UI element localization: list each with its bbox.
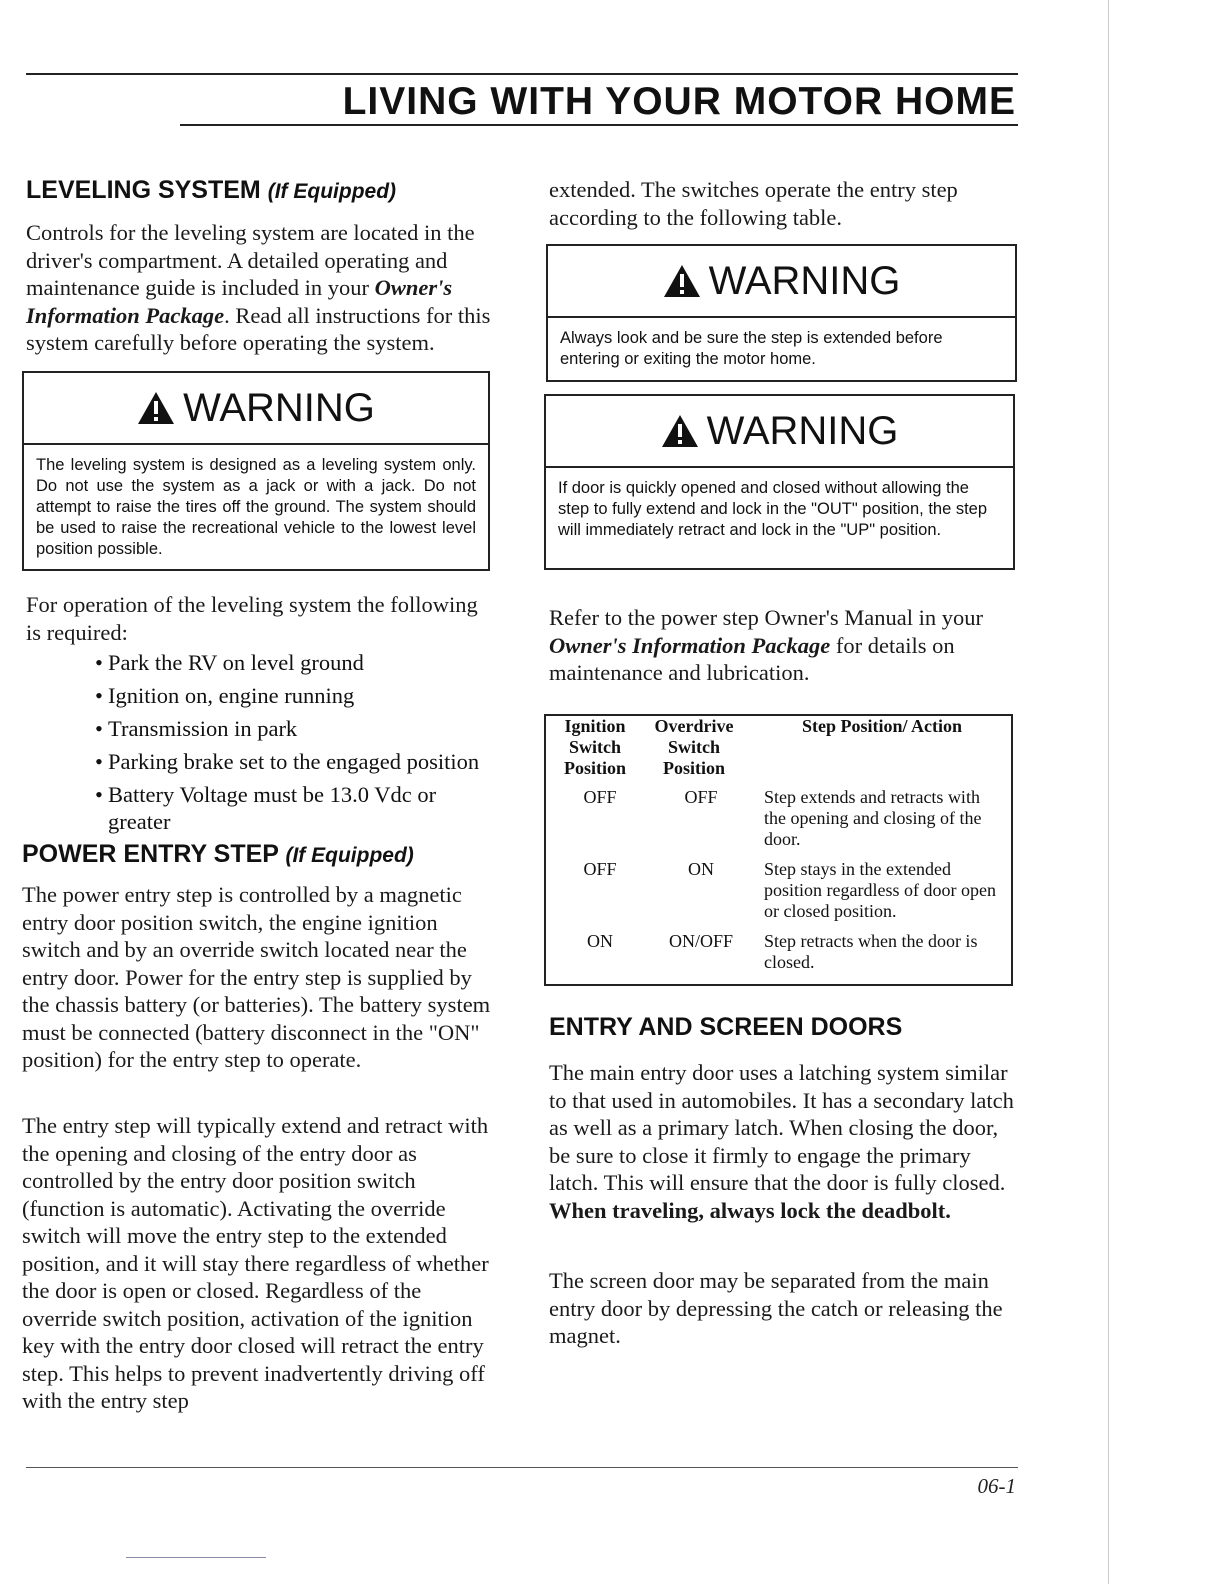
table-cell: OFF (583, 859, 617, 879)
column-header: Overdrive Switch Position (654, 716, 734, 778)
step-switch-table (544, 714, 1013, 986)
list-item: • Park the RV on level ground (95, 649, 497, 676)
leveling-warning-box (22, 371, 490, 571)
table-cell: Step extends and retracts with the opening and closing of the door. (764, 787, 982, 849)
table-cell: Step retracts when the door is closed. (764, 931, 978, 972)
step-warning-box-1 (546, 244, 1017, 382)
table-header-row (558, 716, 1004, 779)
table-cell: Step stays in the extended position regardless of door open or closed position. (764, 859, 996, 921)
table-cell: ON (688, 859, 714, 879)
power-step-para2: The entry step will typically extend and retract with the opening and closing of the entry door as controlled by the entry door position switch (function is automatic). Activating the override switch will move the entry step to the extended position, and it will stay there regardless of whether the door is open or closed. Regardless of the override switch position, activation of the ignition key with the entry door closed will retract the entry step. This helps to prevent inadvertently driving off with the entry step (22, 1113, 489, 1413)
warning-triangle-icon (137, 391, 175, 425)
list-item: • Parking brake set to the engaged position (95, 748, 497, 775)
power-step-para2-continued: extended. The switches operate the entry step according to the following table. (549, 177, 958, 230)
page-title: LIVING WITH YOUR MOTOR HOME (342, 80, 1016, 123)
table-cell: OFF (684, 787, 718, 807)
table-cell: OFF (583, 787, 617, 807)
column-header: Ignition Switch Position (563, 716, 626, 778)
leveling-heading: LEVELING SYSTEM (If Equipped) (26, 176, 397, 204)
doors-para2: The screen door may be separated from the main entry door by depressing the catch or releasing the magnet. (549, 1268, 1003, 1348)
step-warning-1-header: WARNING (548, 246, 1015, 318)
warning-triangle-icon (663, 264, 701, 298)
leveling-warning-text: The leveling system is designed as a leveling system only. Do not use the system as a jack or with a jack. Do not attempt to raise the tires off the ground. The system should be used to raise the recreational vehicle to the lowest level position possible. (36, 456, 476, 558)
step-warning-2-text: If door is quickly opened and closed without allowing the step to fully extend and lock in the "OUT" position, the step will immediately retract and lock in the "UP" position. (558, 479, 988, 539)
table-row (558, 859, 1004, 931)
table-row (558, 931, 1004, 973)
list-item: • Transmission in park (95, 715, 497, 742)
footer-rule (26, 1467, 1018, 1468)
list-item: • Battery Voltage must be 13.0 Vdc or greater (95, 781, 448, 835)
step-warning-1-text: Always look and be sure the step is extended before entering or exiting the motor home. (560, 329, 943, 368)
leveling-intro: Controls for the leveling system are located in the driver's compartment. A detailed operating and maintenance guide is included in your Owner's Information Package. Read all instructions for this system carefully before operating the system. (26, 220, 491, 355)
right-margin-line (1108, 0, 1109, 1584)
power-step-refer: Refer to the power step Owner's Manual in your Owner's Information Package for details on maintenance and lubrication. (549, 605, 983, 685)
doors-heading: ENTRY AND SCREEN DOORS (549, 1013, 903, 1041)
column-header: Step Position/ Action (801, 716, 962, 736)
leveling-requirements-intro: For operation of the leveling system the following is required: (26, 592, 478, 645)
page-number: 06-1 (977, 1474, 1016, 1498)
leveling-requirements-list (95, 649, 497, 841)
top-rule (26, 73, 1018, 75)
table-row (558, 779, 1004, 859)
leveling-warning-header: WARNING (24, 373, 488, 445)
doors-para1: The main entry door uses a latching system similar to that used in automobiles. It has a secondary latch as well as a primary latch. When closing the door, be sure to close it firmly to engage the primary latch. This will ensure that the door is fully closed. When traveling, always lock the deadbolt. (549, 1060, 1014, 1223)
power-step-heading: POWER ENTRY STEP (If Equipped) (22, 840, 414, 868)
table-cell: ON (587, 931, 613, 951)
table-cell: ON/OFF (668, 931, 734, 951)
step-warning-2-header: WARNING (546, 396, 1013, 468)
list-item: • Ignition on, engine running (95, 682, 497, 709)
bottom-mark (126, 1557, 266, 1558)
step-warning-box-2 (544, 394, 1015, 570)
power-step-para1: The power entry step is controlled by a magnetic entry door position switch, the engine ignition switch and by an override switch located near the entry door. Power for the entry step is supplied by the chassis battery (or batteries). The battery system must be connected (battery disconnect in the "ON" position) for the entry step to operate. (22, 882, 491, 1072)
warning-triangle-icon (661, 414, 699, 448)
title-underline (180, 124, 1018, 126)
